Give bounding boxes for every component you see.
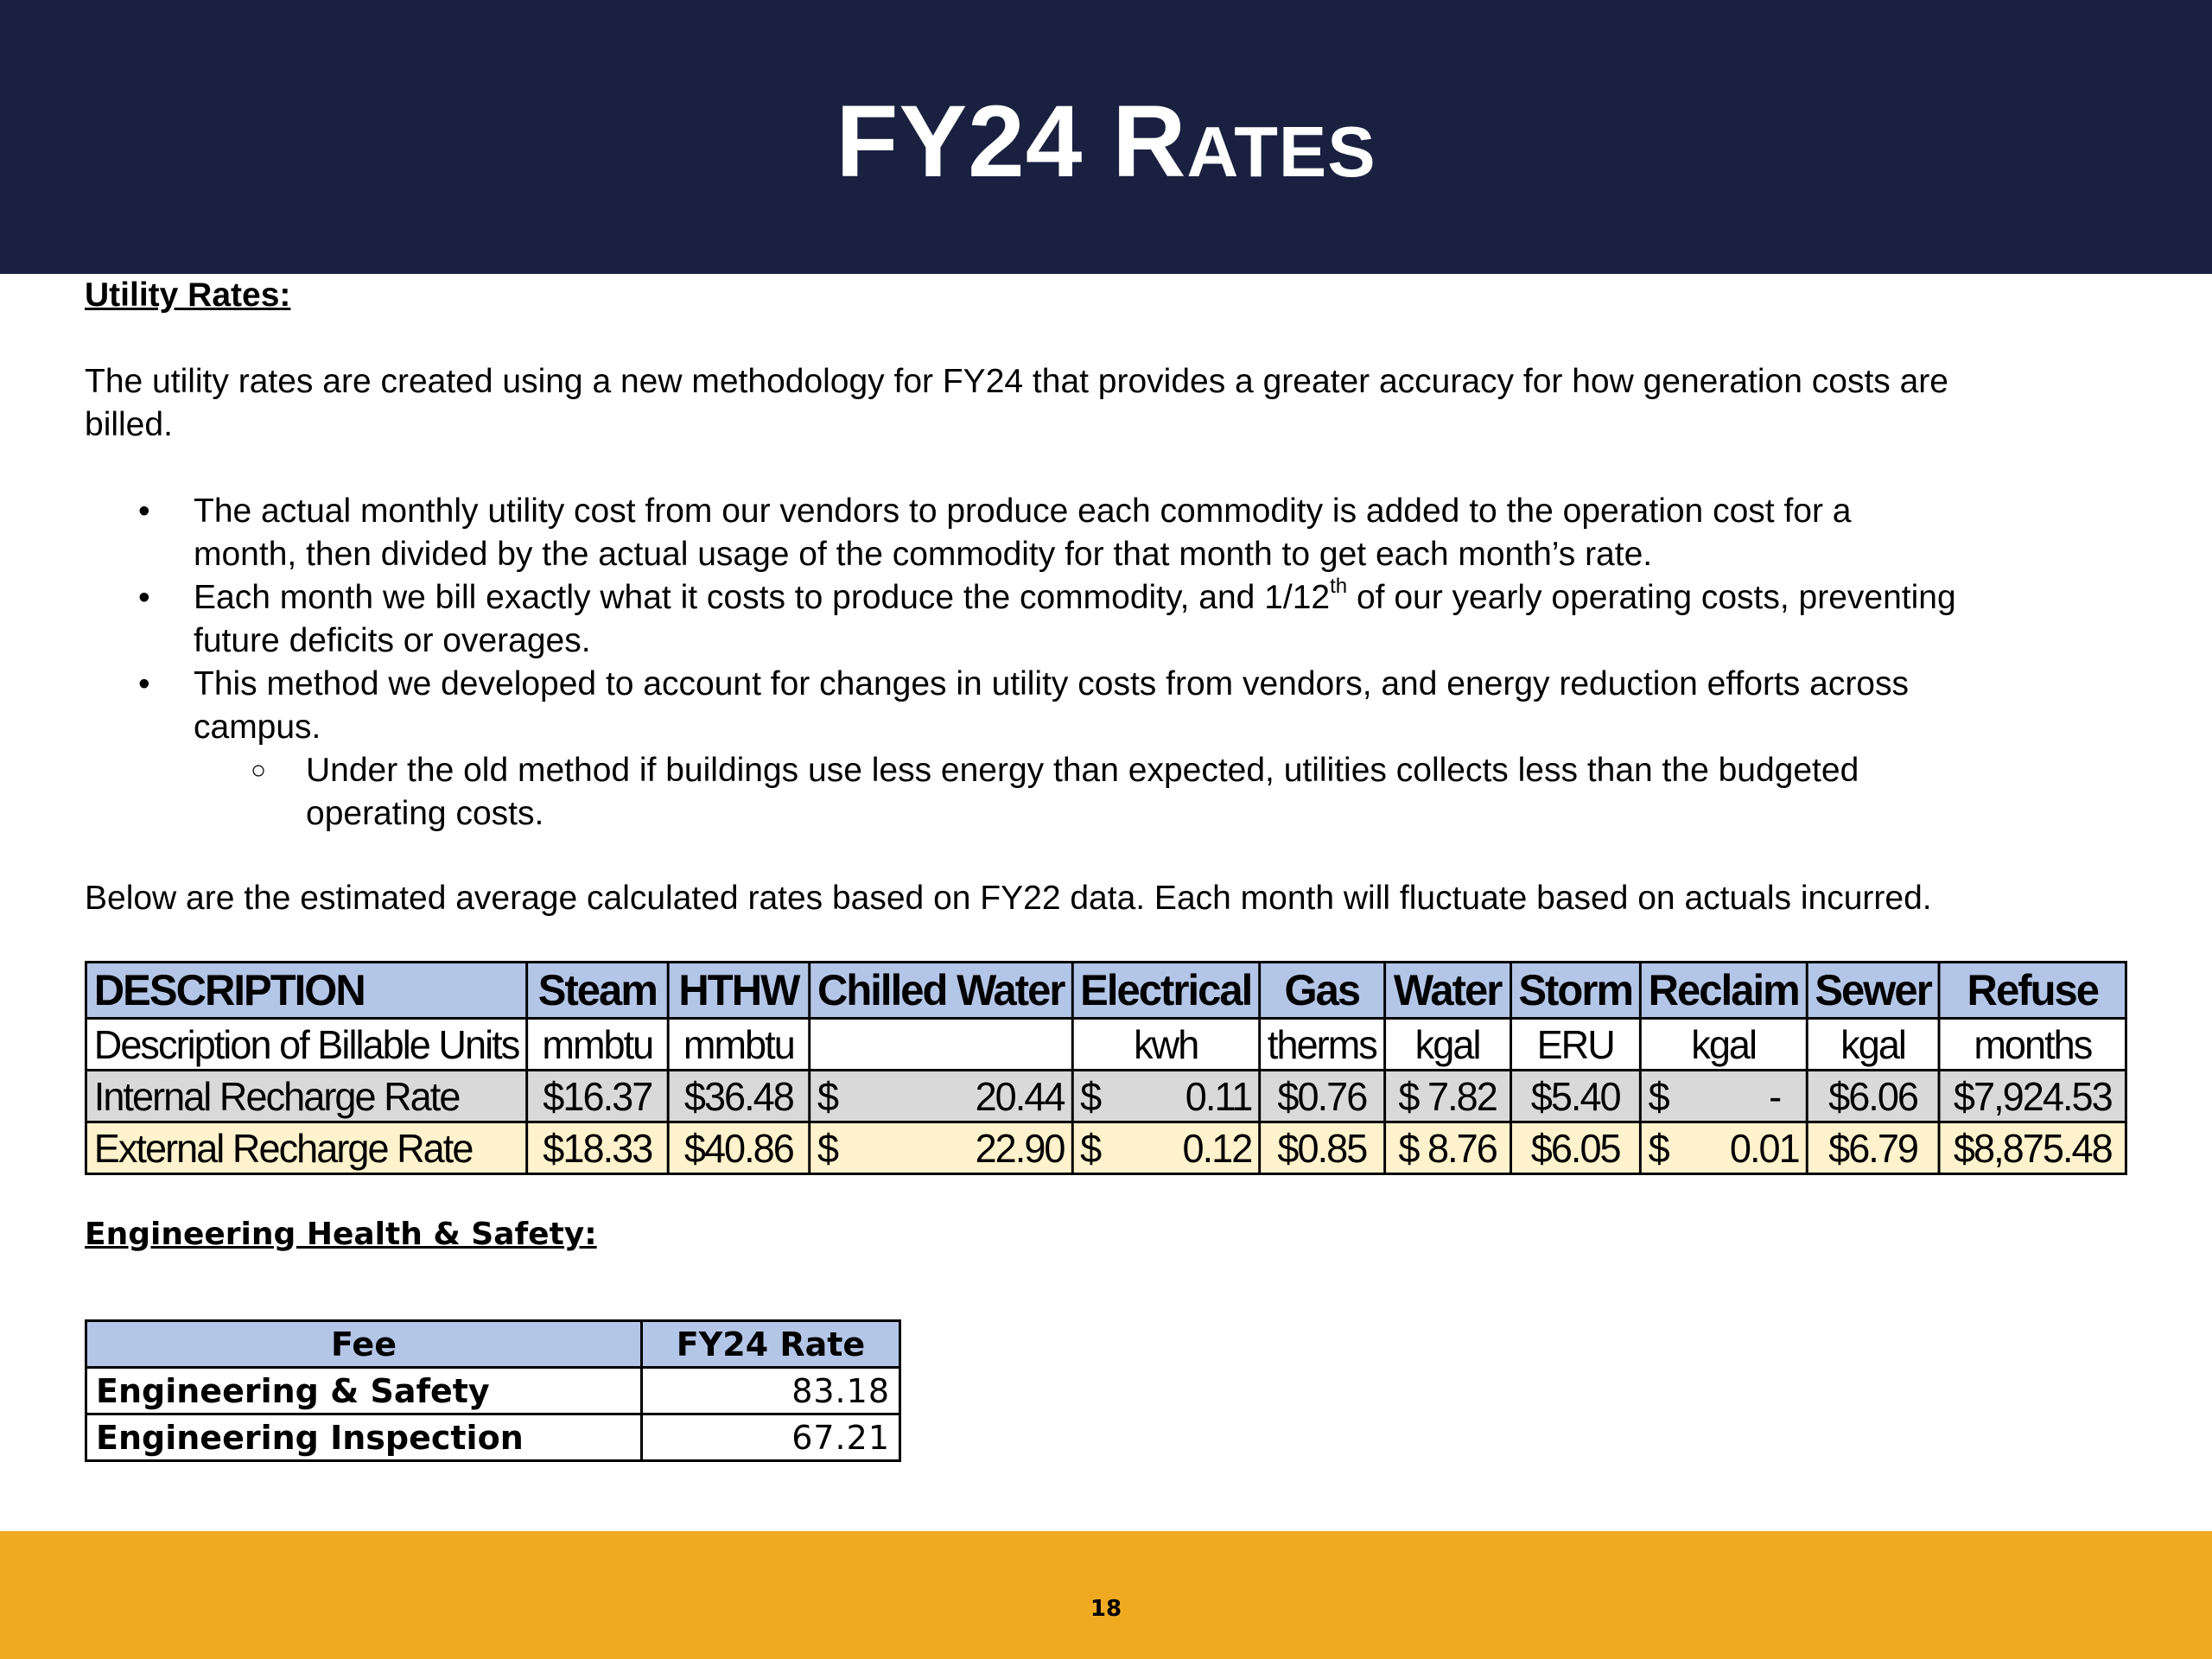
col-steam: Steam [527, 963, 669, 1019]
ehs-heading: Engineering Health & Safety: [85, 1217, 597, 1252]
col-reclaim: Reclaim [1640, 963, 1807, 1019]
fee-name: Engineering & Safety [86, 1368, 642, 1414]
bullet-line: campus. [194, 709, 321, 746]
cell: $5.40 [1510, 1071, 1640, 1122]
col-hthw: HTHW [668, 963, 810, 1019]
fee-rate: 67.21 [642, 1414, 900, 1461]
cell: $36.48 [668, 1071, 810, 1122]
bullet-line: Each month we bill exactly what it costs to produce the commodity, and 1/12th of our yearly operating costs, preventing [194, 575, 1956, 616]
row-label: External Recharge Rate [86, 1122, 526, 1174]
cell: kgal [1640, 1019, 1807, 1071]
col-fy24-rate: FY24 Rate [642, 1321, 900, 1368]
cell: $ 0.11 [1072, 1071, 1260, 1122]
fee-name: Engineering Inspection [86, 1414, 642, 1461]
sub-bullet-line: Under the old method if buildings use less energy than expected, utilities collects less than the budgeted [306, 752, 1859, 789]
bullet-line: month, then divided by the actual usage of the commodity for that month to get each month’s rate. [194, 536, 1653, 573]
bullet-dot-icon: • [138, 493, 150, 530]
below-text: Below are the estimated average calculated rates based on FY22 data. Each month will fluctuate based on actuals incurred. [85, 880, 1932, 917]
cell: $ - [1640, 1071, 1807, 1122]
cell: $0.85 [1260, 1122, 1385, 1174]
table-row [86, 1414, 900, 1461]
row-label: Description of Billable Units [86, 1019, 526, 1071]
cell: kgal [1384, 1019, 1510, 1071]
cell: $6.05 [1510, 1122, 1640, 1174]
intro-line-1: The utility rates are created using a new methodology for FY24 that provides a greater accuracy for how generation costs are [85, 363, 1948, 400]
col-refuse: Refuse [1939, 963, 2126, 1019]
col-water: Water [1384, 963, 1510, 1019]
cell: mmbtu [668, 1019, 810, 1071]
table-header-row [86, 963, 2126, 1019]
page-title: FY24 Rates [836, 84, 1376, 199]
cell: $ 7.82 [1384, 1071, 1510, 1122]
footer-bar [0, 1531, 2212, 1659]
cell: $8,875.48 [1939, 1122, 2126, 1174]
bullet-dot-icon: • [138, 665, 150, 702]
cell: therms [1260, 1019, 1385, 1071]
cell [810, 1019, 1072, 1071]
col-chilled-water: Chilled Water [810, 963, 1072, 1019]
ehs-fee-table [85, 1319, 901, 1462]
col-storm: Storm [1510, 963, 1640, 1019]
cell: $ 8.76 [1384, 1122, 1510, 1174]
cell: $6.06 [1807, 1071, 1939, 1122]
cell: $ 0.12 [1072, 1122, 1260, 1174]
cell: mmbtu [527, 1019, 669, 1071]
table-row [86, 1122, 2126, 1174]
col-fee: Fee [86, 1321, 642, 1368]
page-number: 18 [1090, 1596, 1122, 1622]
cell: $ 0.01 [1640, 1122, 1807, 1174]
cell: $ 22.90 [810, 1122, 1072, 1174]
utility-rates-table [85, 961, 2127, 1175]
bullet-line: The actual monthly utility cost from our vendors to produce each commodity is added to the operation cost for a [194, 493, 1852, 530]
cell: ERU [1510, 1019, 1640, 1071]
title-banner [0, 0, 2212, 274]
cell: kwh [1072, 1019, 1260, 1071]
table-row [86, 1368, 900, 1414]
cell: $16.37 [527, 1071, 669, 1122]
col-gas: Gas [1260, 963, 1385, 1019]
table-row [86, 1019, 2126, 1071]
cell: $7,924.53 [1939, 1071, 2126, 1122]
cell: kgal [1807, 1019, 1939, 1071]
intro-paragraph [85, 360, 1948, 447]
cell: $40.86 [668, 1122, 810, 1174]
col-electrical: Electrical [1072, 963, 1260, 1019]
col-description: DESCRIPTION [86, 963, 526, 1019]
circle-bullet-icon: ○ [251, 756, 267, 785]
bullet-dot-icon: • [138, 579, 150, 616]
intro-line-2: billed. [85, 406, 173, 443]
cell: $0.76 [1260, 1071, 1385, 1122]
sub-bullet-line: operating costs. [306, 795, 544, 832]
cell: $ 20.44 [810, 1071, 1072, 1122]
table-row [86, 1071, 2126, 1122]
row-label: Internal Recharge Rate [86, 1071, 526, 1122]
table-header-row [86, 1321, 900, 1368]
cell: months [1939, 1019, 2126, 1071]
fee-rate: 83.18 [642, 1368, 900, 1414]
cell: $6.79 [1807, 1122, 1939, 1174]
bullet-line: This method we developed to account for changes in utility costs from vendors, and energy reduction efforts across [194, 665, 1910, 702]
col-sewer: Sewer [1807, 963, 1939, 1019]
utility-rates-heading: Utility Rates: [85, 276, 291, 314]
bullet-line: future deficits or overages. [194, 622, 591, 659]
cell: $18.33 [527, 1122, 669, 1174]
